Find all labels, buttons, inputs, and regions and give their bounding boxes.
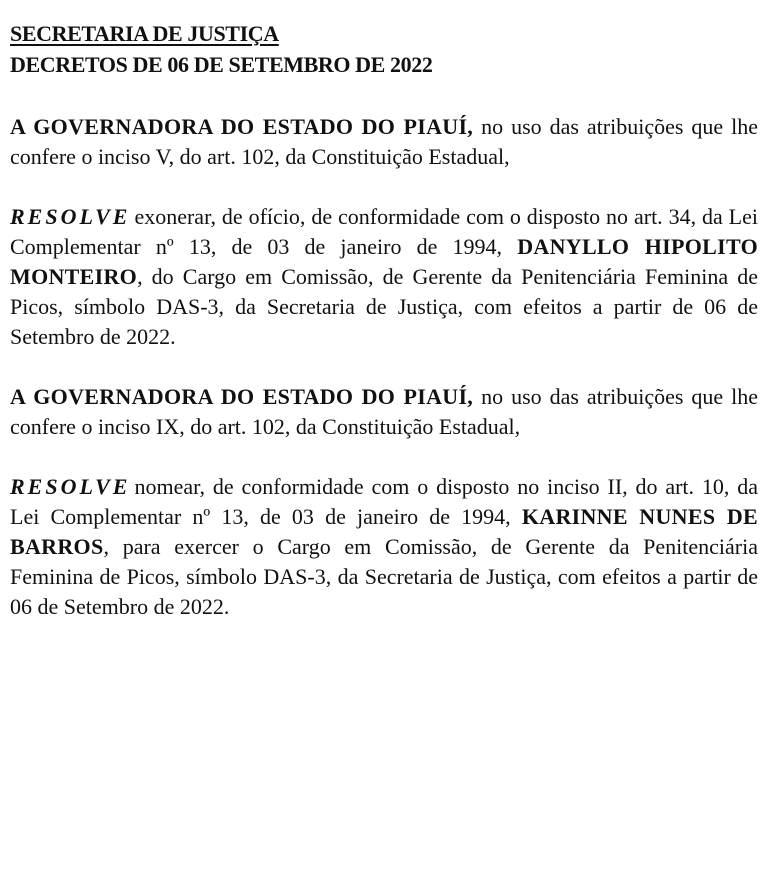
decree-1-authority: A GOVERNADORA DO ESTADO DO PIAUÍ,: [10, 114, 474, 139]
decree-2-preamble-text: no uso das atribuições que lhe confere o inciso IX, do art. 102, da Constituição Estadual,: [10, 384, 758, 439]
decree-1-resolution-text-2: , do Cargo em Comissão, de Gerente da Penitenciária Feminina de Picos, símbolo DAS-3, da Secretaria de Justiça, com efeitos a partir de 06 de Setembro de 2022.: [10, 264, 758, 349]
decree-2-person-name: KARINNE NUNES DE BARROS: [10, 504, 758, 559]
decree-2-resolve-word: RESOLVE: [10, 474, 131, 499]
decree-1-preamble: [10, 112, 758, 172]
decree-1-resolve-word: RESOLVE: [10, 204, 131, 229]
decree-1-resolution-text-1: exonerar, de ofício, de conformidade com o disposto no art. 34, da Lei Complementar nº 13, de 03 de janeiro de 1994,: [10, 204, 758, 259]
spacer: [10, 172, 758, 202]
document: [10, 18, 758, 622]
decree-2-resolution-text-2: , para exercer o Cargo em Comissão, de Gerente da Penitenciária Feminina de Picos, símbolo DAS-3, da Secretaria de Justiça, com efeitos a partir de 06 de Setembro de 2022.: [10, 534, 758, 619]
secretariat-heading: SECRETARIA DE JUSTIÇA: [10, 21, 279, 46]
decree-2-preamble: [10, 382, 758, 442]
decree-2-resolution: [10, 472, 758, 622]
decree-1-resolution: [10, 202, 758, 352]
decree-1-preamble-text: no uso das atribuições que lhe confere o inciso V, do art. 102, da Constituição Estadual,: [10, 114, 758, 169]
spacer: [10, 442, 758, 472]
decree-date-heading: DECRETOS DE 06 DE SETEMBRO DE 2022: [10, 52, 433, 77]
spacer: [10, 352, 758, 382]
spacer: [10, 80, 758, 112]
decree-1-person-name: DANYLLO HIPOLITO MONTEIRO: [10, 234, 758, 289]
decree-2-resolution-text-1: nomear, de conformidade com o disposto no inciso II, do art. 10, da Lei Complementar nº 13, de 03 de janeiro de 1994,: [10, 474, 758, 529]
decree-2-authority: A GOVERNADORA DO ESTADO DO PIAUÍ,: [10, 384, 474, 409]
